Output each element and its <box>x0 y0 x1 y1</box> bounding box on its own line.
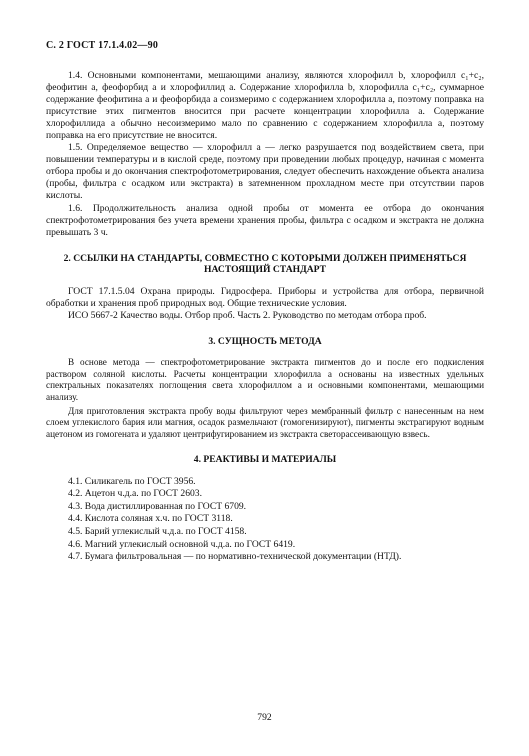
section-2-reference-iso: ИСО 5667-2 Качество воды. Отбор проб. Часть 2. Руководство по методам отбора проб. <box>68 309 427 321</box>
list-item: 4.1. Силикагель по ГОСТ 3956. <box>68 475 196 487</box>
list-item: 4.7. Бумага фильтровальная — по нормативно-технической документации (НТД). <box>68 551 402 563</box>
list-item: 4.3. Вода дистиллированная по ГОСТ 6709. <box>68 500 247 512</box>
section-3-title: 3. СУЩНОСТЬ МЕТОДА <box>208 335 322 347</box>
page-header: С. 2 ГОСТ 17.1.4.02—90 <box>46 40 159 51</box>
page-number: 792 <box>257 712 272 723</box>
section-2-title: 2. ССЫЛКИ НА СТАНДАРТЫ, СОВМЕСТНО С КОТОРЫМИ ДОЛЖЕН ПРИМЕНЯТЬСЯ НАСТОЯЩИЙ СТАНДАРТ <box>63 252 467 276</box>
list-item: 4.4. Кислота соляная х.ч. по ГОСТ 3118. <box>68 513 233 525</box>
section-4-title: 4. РЕАКТИВЫ И МАТЕРИАЛЫ <box>193 454 337 466</box>
page-content <box>46 70 484 564</box>
list-item: 4.6. Магний углекислый основной ч.д.а. по ГОСТ 6419. <box>68 538 296 550</box>
paragraph-1-5: 1.5. Определяемое вещество — хлорофилл a — легко разрушается под воздействием света, при повышении температуры и в кислой среде, поэтому при проведении любых процедур, начиная с момента отбора пробы и до окончания спектрофотометрирования, следует обеспечить нахождение объекта анализа (пробы, фильтра с осадком или экстракта) в затемненном прохладном месте при отсутствии паров кислоты. <box>46 142 484 202</box>
section-3-paragraph-2: Для приготовления экстракта пробу воды фильтруют через мембранный фильтр с нанесенным на нем слоем углекислого бария или магния, осадок размельчают (гомогенизируют), пигменты экстрагируют водным ацетоном из гомогената и удаляют центрифугированием из экстракта светорассеивающую взвесь. <box>46 405 484 439</box>
section-4-list <box>46 476 484 564</box>
list-item: 4.2. Ацетон ч.д.а. по ГОСТ 2603. <box>68 488 202 500</box>
section-3-paragraph-1: В основе метода — спектрофотометрирование экстракта пигментов до и после его подкисления раствором соляной кислоты. Расчеты концентрации хлорофилла a основаны на известных удельных спектральных показателях поглощения света хлорофиллом a и основными компонентами, мешающими анализу. <box>46 357 484 402</box>
paragraph-1-6: 1.6. Продолжительность анализа одной пробы от момента ее отбора до окончания спектрофотометрирования без учета времени хранения пробы, фильтра с осадком и экстракта не должна превышать 3 ч. <box>46 202 484 238</box>
paragraph-1-4: 1.4. Основными компонентами, мешающими анализу, являются хлорофилл b, хлорофилл c₁+c₂, феофитин a, феофорбид a и хлорофиллид a. Содержание хлорофилла b, хлорофилла c₁+c₂, суммарное содержание феофитина a и феофорбида a соизмеримо с содержанием хлорофилла a, поэтому поправка на присутствие этих пигментов вносится при расчете концентрации хлорофилла a. Содержание хлорофиллида a обычно несоизмеримо мало по сравнению с содержанием хлорофилла a, поэтому поправка на его присутствие не вносится. <box>46 70 484 142</box>
list-item: 4.5. Барий углекислый ч.д.а. по ГОСТ 4158. <box>68 526 247 538</box>
section-2-reference-gost: ГОСТ 17.1.5.04 Охрана природы. Гидросфера. Приборы и устройства для отбора, первичной обработки и хранения проб природных вод. Общие технические условия. <box>46 285 484 309</box>
